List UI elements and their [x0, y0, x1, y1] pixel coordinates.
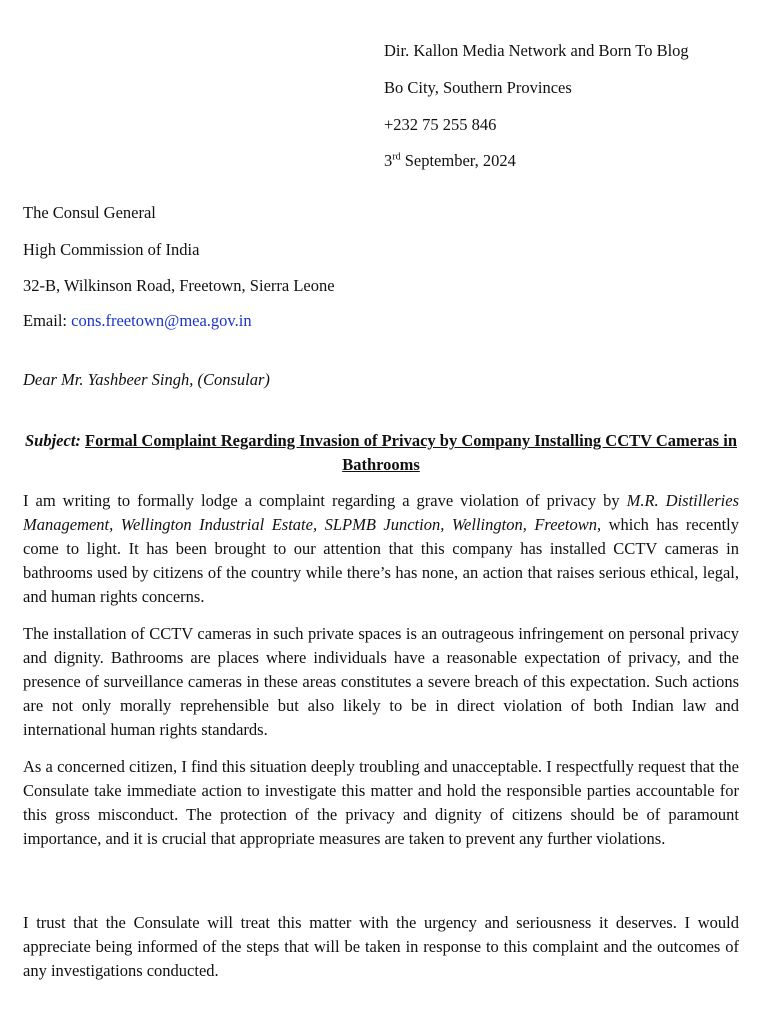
- company-name: M.R. Distilleries Management, Wellington Industrial Estate, SLPMB Junction, Wellington, Freetown,: [23, 491, 740, 534]
- subject-line: [23, 429, 739, 477]
- paragraph-1-rest: which has recently come to light. It has been brought to our attention that this company has installed CCTV cameras in bathrooms used by citizens of the country while there’s has none, an action that raises serious ethical, legal, and human rights concerns.: [23, 515, 739, 606]
- paragraph-2: The installation of CCTV cameras in such private spaces is an outrageous infringement on personal privacy and dignity. Bathrooms are places where individuals have a reasonable expectation of privacy, and the presence of surveillance cameras in these areas constitutes a severe breach of this expectation. Such actions are not only morally reprehensible but also likely to be in direct violation of both Indian law and international human rights standards.: [23, 624, 739, 739]
- paragraph-1-intro: I am writing to formally lodge a complaint regarding a grave violation of privacy by: [23, 491, 627, 510]
- date-month-year: September, 2024: [400, 151, 516, 170]
- subject-label: Subject:: [25, 431, 81, 450]
- paragraph-1: [23, 489, 739, 609]
- sender-phone: +232 75 255 846: [384, 115, 497, 134]
- recipient-title: The Consul General: [23, 203, 156, 222]
- letter-date: [384, 151, 516, 171]
- salutation: Dear Mr. Yashbeer Singh, (Consular): [23, 370, 270, 389]
- sender-location: Bo City, Southern Provinces: [384, 78, 572, 97]
- recipient-office: High Commission of India: [23, 240, 200, 259]
- paragraph-4: I trust that the Consulate will treat this matter with the urgency and seriousness it deserves. I would appreciate being informed of the steps that will be taken in response to this complaint and the outcomes of any investigations conducted.: [23, 913, 739, 980]
- date-suffix: rd: [392, 151, 401, 163]
- email-link[interactable]: cons.freetown@mea.gov.in: [71, 311, 252, 330]
- date-day: 3: [384, 151, 393, 170]
- paragraph-3: As a concerned citizen, I find this situation deeply troubling and unacceptable. I respectfully request that the Consulate take immediate action to investigate this matter and hold the responsible parties accountable for this gross misconduct. The protection of the privacy and dignity of citizens should be of paramount importance, and it is crucial that appropriate measures are taken to prevent any further violations.: [23, 757, 739, 848]
- recipient-email-line: [23, 311, 252, 331]
- email-label: Email:: [23, 311, 72, 330]
- recipient-address: 32-B, Wilkinson Road, Freetown, Sierra Leone: [23, 276, 335, 295]
- sender-organization: Dir. Kallon Media Network and Born To Blog: [384, 41, 689, 60]
- subject-title: Formal Complaint Regarding Invasion of Privacy by Company Installing CCTV Cameras in Bathrooms: [85, 431, 737, 474]
- letter-page: [23, 0, 739, 1024]
